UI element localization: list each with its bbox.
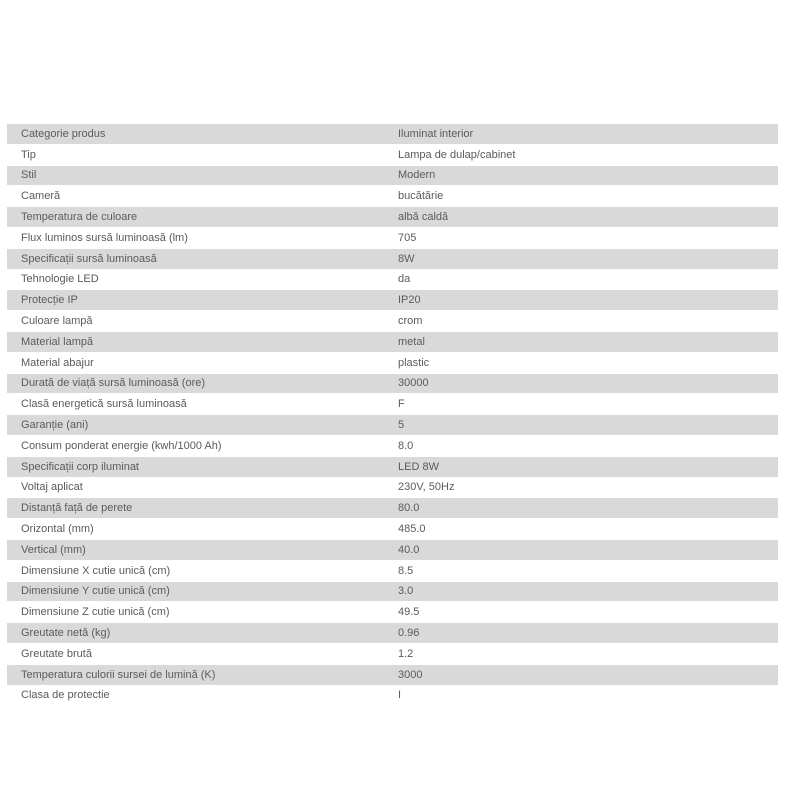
spec-row xyxy=(7,207,778,228)
spec-value: 8.0 xyxy=(398,435,778,456)
spec-label: Specificații corp iluminat xyxy=(7,456,398,477)
spec-value: 40.0 xyxy=(398,539,778,560)
spec-value: Modern xyxy=(398,165,778,186)
spec-value: bucătărie xyxy=(398,186,778,207)
spec-label: Cameră xyxy=(7,186,398,207)
spec-label: Material abajur xyxy=(7,352,398,373)
spec-row xyxy=(7,165,778,186)
spec-row xyxy=(7,331,778,352)
spec-label: Orizontal (mm) xyxy=(7,519,398,540)
spec-row xyxy=(7,623,778,644)
spec-value: da xyxy=(398,269,778,290)
spec-label: Culoare lampă xyxy=(7,311,398,332)
spec-label: Voltaj aplicat xyxy=(7,477,398,498)
spec-label: Tip xyxy=(7,144,398,165)
spec-row xyxy=(7,124,778,144)
specifications-table xyxy=(7,124,778,706)
spec-value: 705 xyxy=(398,227,778,248)
spec-label: Durată de viață sursă luminoasă (ore) xyxy=(7,373,398,394)
spec-label: Flux luminos sursă luminoasă (lm) xyxy=(7,227,398,248)
spec-label: Tehnologie LED xyxy=(7,269,398,290)
spec-label: Distanță față de perete xyxy=(7,498,398,519)
spec-value: 80.0 xyxy=(398,498,778,519)
spec-value: 5 xyxy=(398,415,778,436)
spec-row xyxy=(7,290,778,311)
spec-label: Greutate netă (kg) xyxy=(7,623,398,644)
spec-row xyxy=(7,394,778,415)
spec-value: LED 8W xyxy=(398,456,778,477)
spec-value: 49.5 xyxy=(398,602,778,623)
spec-row xyxy=(7,435,778,456)
spec-row xyxy=(7,456,778,477)
spec-row xyxy=(7,643,778,664)
spec-label: Specificații sursă luminoasă xyxy=(7,248,398,269)
spec-row xyxy=(7,664,778,685)
spec-label: Consum ponderat energie (kwh/1000 Ah) xyxy=(7,435,398,456)
spec-label: Categorie produs xyxy=(7,124,398,144)
spec-label: Garanție (ani) xyxy=(7,415,398,436)
spec-label: Clasă energetică sursă luminoasă xyxy=(7,394,398,415)
spec-label: Temperatura de culoare xyxy=(7,207,398,228)
spec-row xyxy=(7,144,778,165)
spec-row xyxy=(7,519,778,540)
spec-row xyxy=(7,186,778,207)
spec-value: 3000 xyxy=(398,664,778,685)
spec-value: metal xyxy=(398,331,778,352)
spec-label: Greutate brută xyxy=(7,643,398,664)
spec-label: Material lampă xyxy=(7,331,398,352)
spec-label: Vertical (mm) xyxy=(7,539,398,560)
spec-row xyxy=(7,373,778,394)
spec-label: Dimensiune X cutie unică (cm) xyxy=(7,560,398,581)
specifications-body xyxy=(7,124,778,706)
spec-row xyxy=(7,477,778,498)
spec-value: 1.2 xyxy=(398,643,778,664)
spec-value: 3.0 xyxy=(398,581,778,602)
spec-label: Clasa de protectie xyxy=(7,685,398,706)
spec-value: plastic xyxy=(398,352,778,373)
spec-row xyxy=(7,311,778,332)
spec-value: Iluminat interior xyxy=(398,124,778,144)
spec-value: I xyxy=(398,685,778,706)
spec-row xyxy=(7,560,778,581)
spec-value: 230V, 50Hz xyxy=(398,477,778,498)
spec-row xyxy=(7,248,778,269)
spec-row xyxy=(7,227,778,248)
spec-value: IP20 xyxy=(398,290,778,311)
spec-label: Dimensiune Y cutie unică (cm) xyxy=(7,581,398,602)
spec-row xyxy=(7,685,778,706)
spec-row xyxy=(7,415,778,436)
spec-value: 30000 xyxy=(398,373,778,394)
spec-value: 0.96 xyxy=(398,623,778,644)
spec-row xyxy=(7,581,778,602)
spec-value: crom xyxy=(398,311,778,332)
spec-value: 8W xyxy=(398,248,778,269)
spec-label: Stil xyxy=(7,165,398,186)
spec-label: Dimensiune Z cutie unică (cm) xyxy=(7,602,398,623)
spec-row xyxy=(7,269,778,290)
spec-value: F xyxy=(398,394,778,415)
spec-row xyxy=(7,352,778,373)
spec-value: albă caldă xyxy=(398,207,778,228)
spec-row xyxy=(7,539,778,560)
spec-value: 485.0 xyxy=(398,519,778,540)
spec-value: Lampa de dulap/cabinet xyxy=(398,144,778,165)
spec-row xyxy=(7,602,778,623)
spec-label: Temperatura culorii sursei de lumină (K) xyxy=(7,664,398,685)
spec-label: Protecție IP xyxy=(7,290,398,311)
spec-value: 8.5 xyxy=(398,560,778,581)
spec-row xyxy=(7,498,778,519)
